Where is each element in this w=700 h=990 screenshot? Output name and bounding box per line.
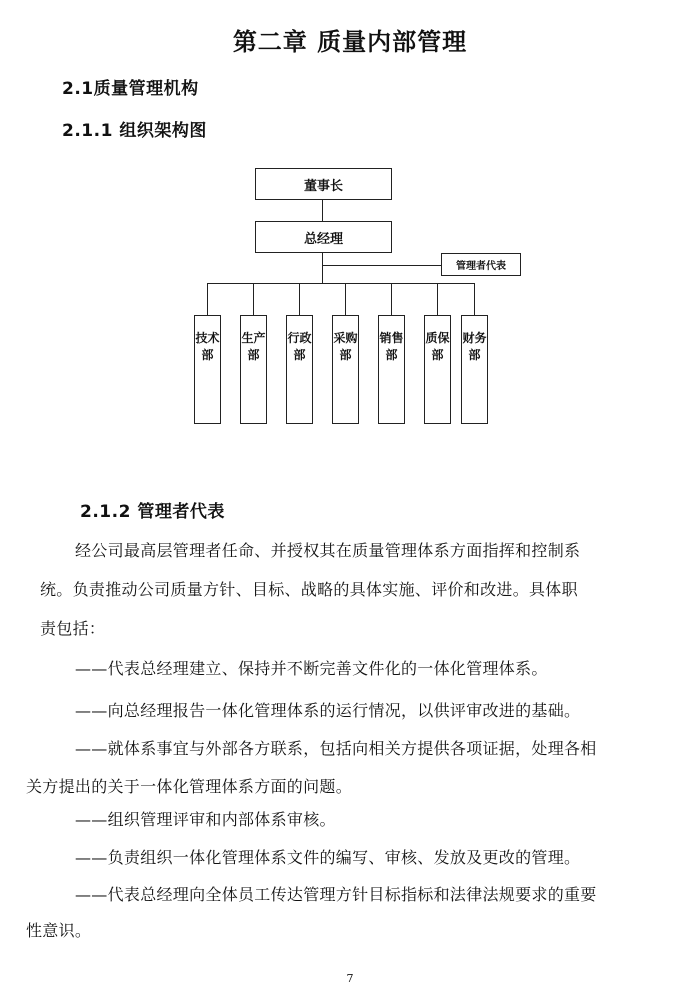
connector-dept-bus xyxy=(207,283,475,284)
org-box-dept-finance: 财务部 xyxy=(461,315,488,424)
connector-dept-5 xyxy=(391,283,392,315)
connector-dept-7 xyxy=(474,283,475,315)
org-box-dept-admin: 行政部 xyxy=(286,315,313,424)
org-box-dept-sales: 销售部 xyxy=(378,315,405,424)
body-line-11: 性意识。 xyxy=(26,921,92,940)
connector-dept-3 xyxy=(299,283,300,315)
section-heading-2-1-2: 2.1.2 管理者代表 xyxy=(80,502,225,522)
section-heading-2-1-1: 2.1.1 组织架构图 xyxy=(62,121,207,141)
body-line-10: ——代表总经理向全体员工传达管理方针目标指标和法律法规要求的重要 xyxy=(75,885,597,904)
org-chart xyxy=(0,0,700,440)
org-box-dept-production: 生产部 xyxy=(240,315,267,424)
chapter-title: 第二章 质量内部管理 xyxy=(232,28,468,56)
org-box-dept-technology: 技术部 xyxy=(194,315,221,424)
org-box-management-rep: 管理者代表 xyxy=(441,253,521,276)
body-line-3: 责包括： xyxy=(40,619,106,638)
body-line-4: ——代表总经理建立、保持并不断完善文件化的一体化管理体系。 xyxy=(75,659,548,678)
org-box-dept-purchasing: 采购部 xyxy=(332,315,359,424)
connector-gm-down xyxy=(322,253,323,283)
connector-dept-6 xyxy=(437,283,438,315)
body-line-8: ——组织管理评审和内部体系审核。 xyxy=(75,810,336,829)
body-line-1: 经公司最高层管理者任命、并授权其在质量管理体系方面指挥和控制系 xyxy=(75,541,581,560)
body-line-7: 关方提出的关于一体化管理体系方面的问题。 xyxy=(26,777,353,796)
connector-dept-1 xyxy=(207,283,208,315)
connector-dept-4 xyxy=(345,283,346,315)
page-number: 7 xyxy=(346,972,354,985)
connector-dept-2 xyxy=(253,283,254,315)
connector-chairman-gm xyxy=(322,200,323,221)
section-heading-2-1: 2.1质量管理机构 xyxy=(62,79,199,99)
body-line-9: ——负责组织一体化管理体系文件的编写、审核、发放及更改的管理。 xyxy=(75,848,581,867)
org-box-general-manager: 总经理 xyxy=(255,221,392,253)
org-box-chairman: 董事长 xyxy=(255,168,392,200)
connector-rep xyxy=(322,265,441,266)
org-box-dept-quality: 质保部 xyxy=(424,315,451,424)
body-line-5: ——向总经理报告一体化管理体系的运行情况，以供评审改进的基础。 xyxy=(75,701,581,720)
body-line-2: 统。负责推动公司质量方针、目标、战略的具体实施、评价和改进。具体职 xyxy=(40,580,578,599)
body-line-6: ——就体系事宜与外部各方联系，包括向相关方提供各项证据，处理各相 xyxy=(75,739,597,758)
